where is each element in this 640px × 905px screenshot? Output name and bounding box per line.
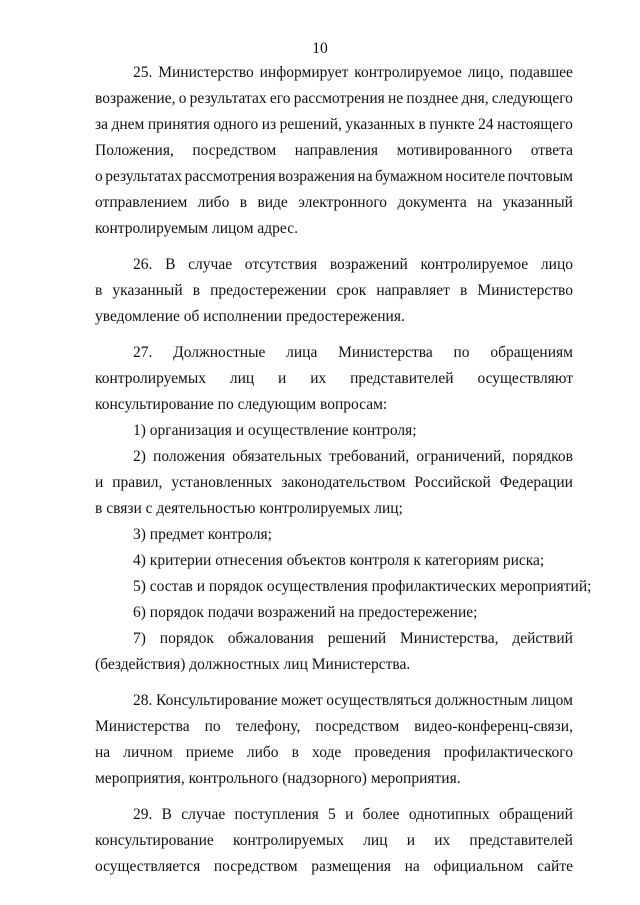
word: обязательных [232, 448, 323, 465]
word: контролируемых [95, 370, 207, 387]
word: по [453, 344, 470, 361]
word: документа [397, 194, 467, 211]
word: в [460, 282, 468, 299]
word: почтовым [507, 168, 573, 185]
word: бумажном [375, 168, 443, 185]
text-line [133, 63, 573, 83]
word: лицо [540, 256, 573, 273]
word: случае [188, 256, 233, 273]
word: действий [512, 630, 573, 647]
word: контролируемое [354, 64, 462, 81]
word: обращениям [490, 344, 573, 361]
word: решений [327, 630, 387, 647]
text-line: 4) критерии отнесения объектов контроля к категориям риска; [133, 552, 545, 569]
text-line: 3) предмет контроля; [133, 526, 272, 543]
word: посредством [315, 718, 400, 735]
word: 24 [478, 116, 494, 133]
text-line [95, 369, 573, 389]
word: посредством [213, 858, 298, 875]
word: 26. [133, 256, 153, 273]
word: лиц [363, 832, 388, 849]
word: и [345, 806, 354, 823]
word: В [161, 806, 172, 823]
text-line [133, 691, 573, 711]
word: правил, [112, 474, 163, 491]
word: информирует [259, 64, 349, 81]
word: 7) [133, 630, 146, 647]
word: В [165, 256, 176, 273]
word: видео-конференц-связи, [414, 718, 573, 735]
text-line [95, 167, 573, 187]
word: и [278, 370, 287, 387]
word: решений, [279, 116, 342, 133]
word: должностным [435, 692, 528, 709]
word: 5 [328, 806, 336, 823]
word: отправлением [95, 194, 188, 211]
word: требований, [329, 448, 410, 465]
word: одного [213, 116, 259, 133]
word: личном [123, 744, 173, 761]
word: результатах [105, 168, 183, 185]
word: результатах [189, 90, 267, 107]
word: предостережении [210, 282, 327, 299]
word: в [192, 282, 201, 299]
word: и [95, 474, 104, 491]
word: в [95, 282, 103, 299]
word: 28. [133, 692, 153, 709]
word: о [95, 168, 103, 185]
word: Федерации [499, 474, 573, 491]
word: не [387, 90, 404, 107]
word: указанный [502, 194, 573, 211]
text-line: (бездействия) должностных лиц Министерства. [95, 656, 411, 673]
word: в [239, 194, 248, 211]
word: следующего [491, 90, 573, 107]
text-line [95, 743, 573, 763]
word: за [95, 116, 109, 133]
text-line [95, 281, 573, 301]
text-line [95, 193, 573, 213]
word: контролируемых [232, 832, 344, 849]
word: лиц [229, 370, 255, 387]
text-line: уведомление об исполнении предостережения. [95, 308, 405, 325]
text-line: 6) порядок подачи возражений на предостережение; [133, 604, 478, 621]
word: носителе [445, 168, 506, 185]
word: 27. [133, 344, 153, 361]
text-line [133, 255, 573, 275]
word: консультирование [95, 832, 214, 849]
word: направляет [376, 282, 450, 299]
word: пункте [429, 116, 475, 133]
text-line [95, 115, 573, 135]
text-line [95, 717, 573, 737]
word: 2) [133, 448, 146, 465]
word: отсутствия [244, 256, 318, 273]
word: Консультирование [156, 692, 278, 709]
word: порядок [159, 630, 214, 647]
word: электронного [298, 194, 388, 211]
word: сайте [537, 858, 573, 875]
word: на [357, 168, 373, 185]
word: в [418, 116, 426, 133]
word: его [269, 90, 291, 107]
word: на [404, 858, 420, 875]
word: срок [336, 282, 367, 299]
word: о [178, 90, 187, 107]
word: подавшее [509, 64, 573, 81]
word: Российской [414, 474, 491, 491]
word: позднее [406, 90, 459, 107]
word: лицом [531, 692, 573, 709]
word: телефону, [235, 718, 301, 735]
word: Министерство [158, 64, 254, 81]
text-line: консультирование по следующим вопросам: [95, 396, 388, 413]
text-line [95, 141, 573, 161]
word: осуществляют [477, 370, 573, 387]
word: лицо, [467, 64, 504, 81]
word: посредством [192, 142, 277, 159]
word: представителей [350, 370, 454, 387]
word: Министерства [338, 344, 433, 361]
word: осуществляться [326, 692, 432, 709]
text-line: в связи с деятельностью контролируемых лиц; [95, 500, 403, 517]
text-line [95, 857, 573, 877]
word: на [477, 194, 493, 211]
word: виде [257, 194, 288, 211]
word: их [310, 370, 327, 387]
word: порядков [512, 448, 573, 465]
word: либо [197, 194, 230, 211]
text-line [133, 447, 573, 467]
word: 25. [133, 64, 153, 81]
text-line [133, 343, 573, 363]
word: Положения, [95, 142, 174, 159]
word: их [434, 832, 451, 849]
word: мотивированного [396, 142, 513, 159]
word: представителей [469, 832, 573, 849]
text-line [95, 89, 573, 109]
text-line: 5) состав и порядок осуществления профилактических мероприятий; [133, 578, 592, 595]
word: и [406, 832, 415, 849]
word: из [261, 116, 277, 133]
word: ограничений, [416, 448, 506, 465]
word: обжалования [227, 630, 314, 647]
text-line [95, 473, 573, 493]
word: осуществляется [95, 858, 201, 875]
word: официальном [433, 858, 524, 875]
text-line: мероприятия, контрольного (надзорного) мероприятия. [95, 770, 461, 787]
word: более [362, 806, 400, 823]
word: возражение, [95, 90, 176, 107]
text-line: контролируемым лицом адрес. [95, 220, 298, 237]
word: 29. [133, 806, 153, 823]
word: однотипных [408, 806, 490, 823]
word: указанных [345, 116, 416, 133]
word: Министерства [95, 718, 190, 735]
word: контролируемое [420, 256, 529, 273]
word: проведения [354, 744, 431, 761]
word: ходе [312, 744, 342, 761]
word: настоящего [497, 116, 573, 133]
word: рассмотрения [293, 90, 385, 107]
word: может [281, 692, 323, 709]
word: возражений [329, 256, 408, 273]
word: законодательством [281, 474, 406, 491]
word: либо [246, 744, 279, 761]
word: возражения [278, 168, 355, 185]
word: Должностные [173, 344, 266, 361]
word: на [95, 744, 111, 761]
word: рассмотрения [184, 168, 276, 185]
page-number: 10 [312, 40, 328, 57]
word: принятия [147, 116, 210, 133]
text-line [133, 805, 573, 825]
word: ответа [530, 142, 573, 159]
word: дня, [461, 90, 489, 107]
text-line [133, 629, 573, 649]
word: обращений [499, 806, 573, 823]
word: приеме [185, 744, 234, 761]
word: по [204, 718, 221, 735]
word: поступления [234, 806, 319, 823]
word: в [291, 744, 299, 761]
word: установленных [171, 474, 273, 491]
word: Министерства, [399, 630, 499, 647]
word: размещения [311, 858, 391, 875]
word: направления [294, 142, 379, 159]
word: положения [153, 448, 226, 465]
word: лица [286, 344, 318, 361]
word: Министерство [477, 282, 573, 299]
text-line: 1) организация и осуществление контроля; [133, 422, 417, 439]
word: случае [181, 806, 226, 823]
text-line [95, 831, 573, 851]
word: указанный [112, 282, 183, 299]
word: профилактического [443, 744, 573, 761]
word: днем [111, 116, 145, 133]
